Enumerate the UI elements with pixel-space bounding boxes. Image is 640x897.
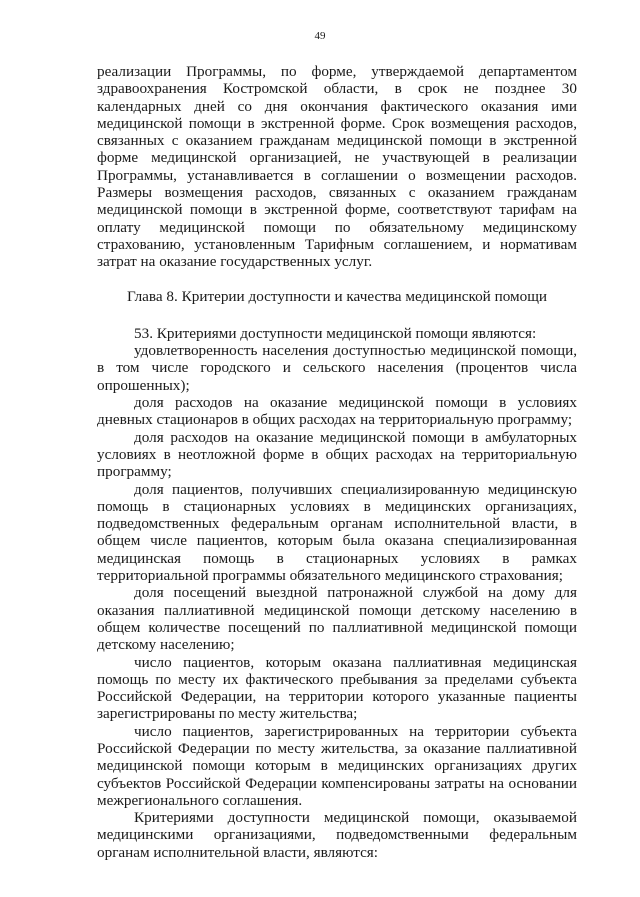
- chapter-heading: Глава 8. Критерии доступности и качества медицинской помощи: [126, 287, 548, 305]
- paragraph: доля расходов на оказание медицинской помощи в условиях дневных стационаров в общих расходах на территориальную программу;: [97, 394, 577, 429]
- page-number: 49: [314, 30, 326, 42]
- paragraph: число пациентов, которым оказана паллиативная медицинская помощь по месту их фактического пребывания за пределами субъекта Российской Федерации, на территории которого указанные пациенты зарегистрированы по месту жительства;: [97, 653, 577, 723]
- paragraph: число пациентов, зарегистрированных на территории субъекта Российской Федерации по месту жительства, за оказание паллиативной медицинской помощи которым в медицинских организациях других субъектов Российской Федерации компенсированы затраты на основании межрегионального соглашения.: [97, 722, 577, 809]
- paragraph: Критериями доступности медицинской помощи, оказываемой медицинскими организациями, подведомственными федеральным органам исполнительной власти, являются:: [97, 809, 577, 861]
- paragraph: удовлетворенность населения доступностью медицинской помощи, в том числе городского и сельского населения (процентов числа опрошенных);: [97, 342, 577, 394]
- paragraph: 53. Критериями доступности медицинской помощи являются:: [134, 324, 537, 342]
- paragraph: доля посещений выездной патронажной службой на дому для оказания паллиативной медицинской помощи детскому населению в общем количестве посещений по паллиативной медицинской помощи детскому населению;: [97, 584, 577, 654]
- paragraph: доля пациентов, получивших специализированную медицинскую помощь в стационарных условиях в медицинских организациях, подведомственных федеральным органам исполнительной власти, в общем числе пациентов, которым была оказана специализированная медицинская помощь в стационарных условиях в рамках территориальной программы обязательного медицинского страхования;: [97, 480, 577, 585]
- paragraph: реализации Программы, по форме, утверждаемой департаментом здравоохранения Костромской области, в срок не позднее 30 календарных дней со дня окончания фактического оказания ими медицинской помощи в экстренной форме. Срок возмещения расходов, связанных с оказанием гражданам медицинской помощи в экстренной форме медицинской организацией, не участвующей в реализации Программы, устанавливается в соглашении о возмещении расходов. Размеры возмещения расходов, связанных с оказанием гражданам медицинской помощи в экстренной форме, соответствуют тарифам на оплату медицинской помощи по обязательному медицинскому страхованию, установленным Тарифным соглашением, и нормативам затрат на оказание государственных услуг.: [97, 63, 577, 271]
- document-body: [97, 63, 577, 861]
- paragraph: доля расходов на оказание медицинской помощи в амбулаторных условиях в неотложной форме в общих расходах на территориальную программу;: [97, 428, 577, 481]
